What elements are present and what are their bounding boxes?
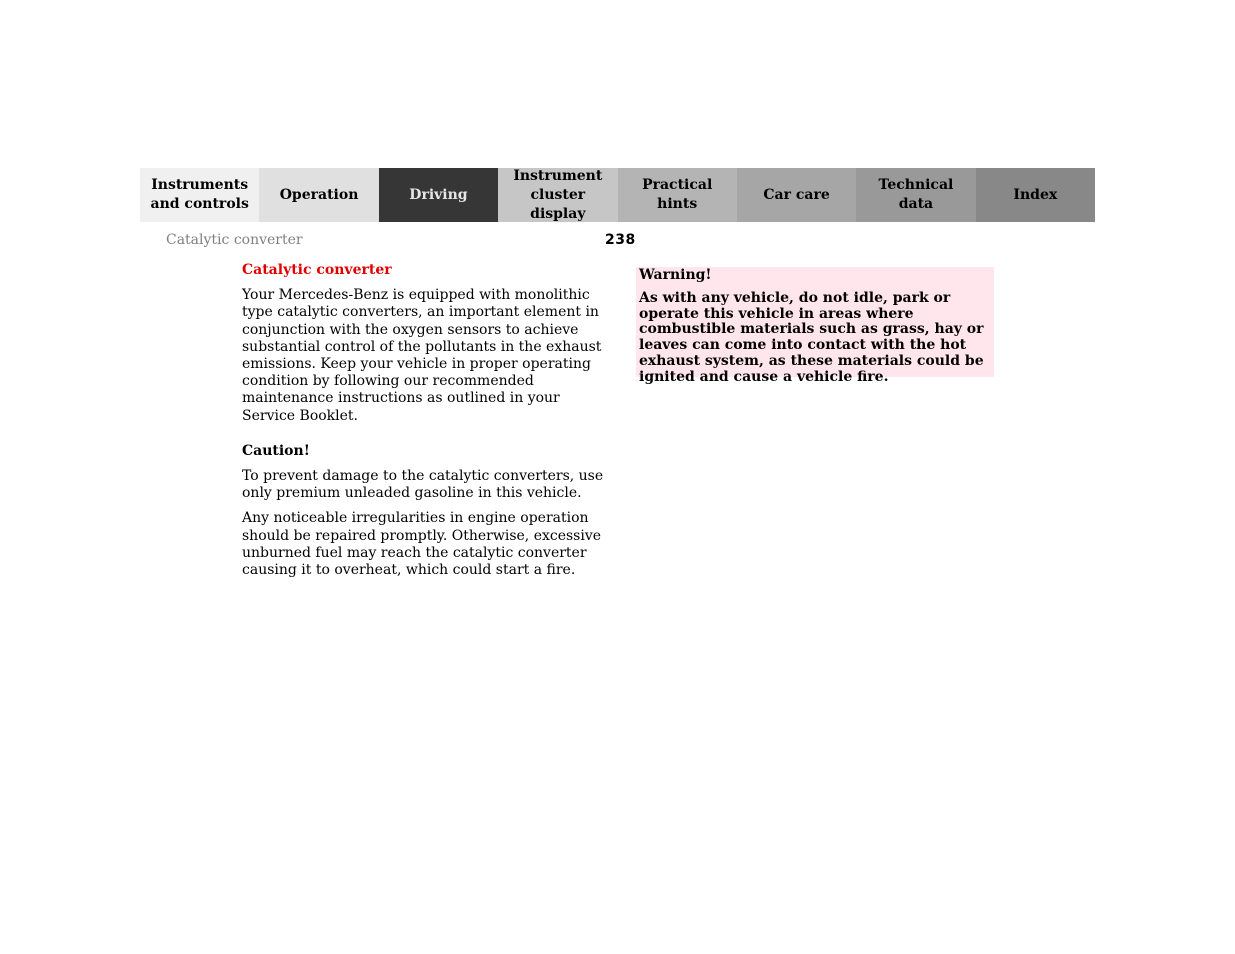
- main-content: [242, 262, 604, 587]
- tab-instrument-cluster-display[interactable]: Instrument cluster display: [498, 168, 617, 222]
- tab-operation[interactable]: Operation: [259, 168, 378, 222]
- tab-car-care[interactable]: Car care: [737, 168, 856, 222]
- caution-paragraph: Any noticeable irregularities in engine operation should be repaired promptly. Otherwise, excessive unburned fuel may reach the catalytic converter causing it to overheat, which could start a fire.: [242, 510, 602, 579]
- tab-practical-hints[interactable]: Practical hints: [618, 168, 737, 222]
- section-header: Catalytic converter: [166, 232, 303, 248]
- caution-paragraph: To prevent damage to the catalytic converters, use only premium unleaded gasoline in this vehicle.: [242, 468, 604, 502]
- warning-heading: Warning!: [639, 267, 712, 283]
- tab-instruments-and-controls[interactable]: Instruments and controls: [140, 168, 259, 222]
- tab-index[interactable]: Index: [976, 168, 1095, 222]
- page-number: 238: [605, 232, 636, 248]
- section-title: Catalytic converter: [242, 262, 392, 278]
- tab-technical-data[interactable]: Technical data: [856, 168, 975, 222]
- warning-text: As with any vehicle, do not idle, park or operate this vehicle in areas where combustible materials such as grass, hay or leaves can come into contact with the hot exhaust system, as these materials could be ignited and cause a vehicle fire.: [639, 289, 984, 385]
- chapter-navigation: [140, 168, 1095, 222]
- tab-driving[interactable]: Driving: [379, 168, 498, 222]
- warning-box: [636, 267, 994, 385]
- caution-heading: Caution!: [242, 442, 310, 459]
- intro-paragraph: Your Mercedes-Benz is equipped with monolithic type catalytic converters, an important element in conjunction with the oxygen sensors to achieve substantial control of the pollutants in the exhaust emissions. Keep your vehicle in proper operating condition by following our recommended maintenance instructions as outlined in your Service Booklet.: [242, 287, 602, 424]
